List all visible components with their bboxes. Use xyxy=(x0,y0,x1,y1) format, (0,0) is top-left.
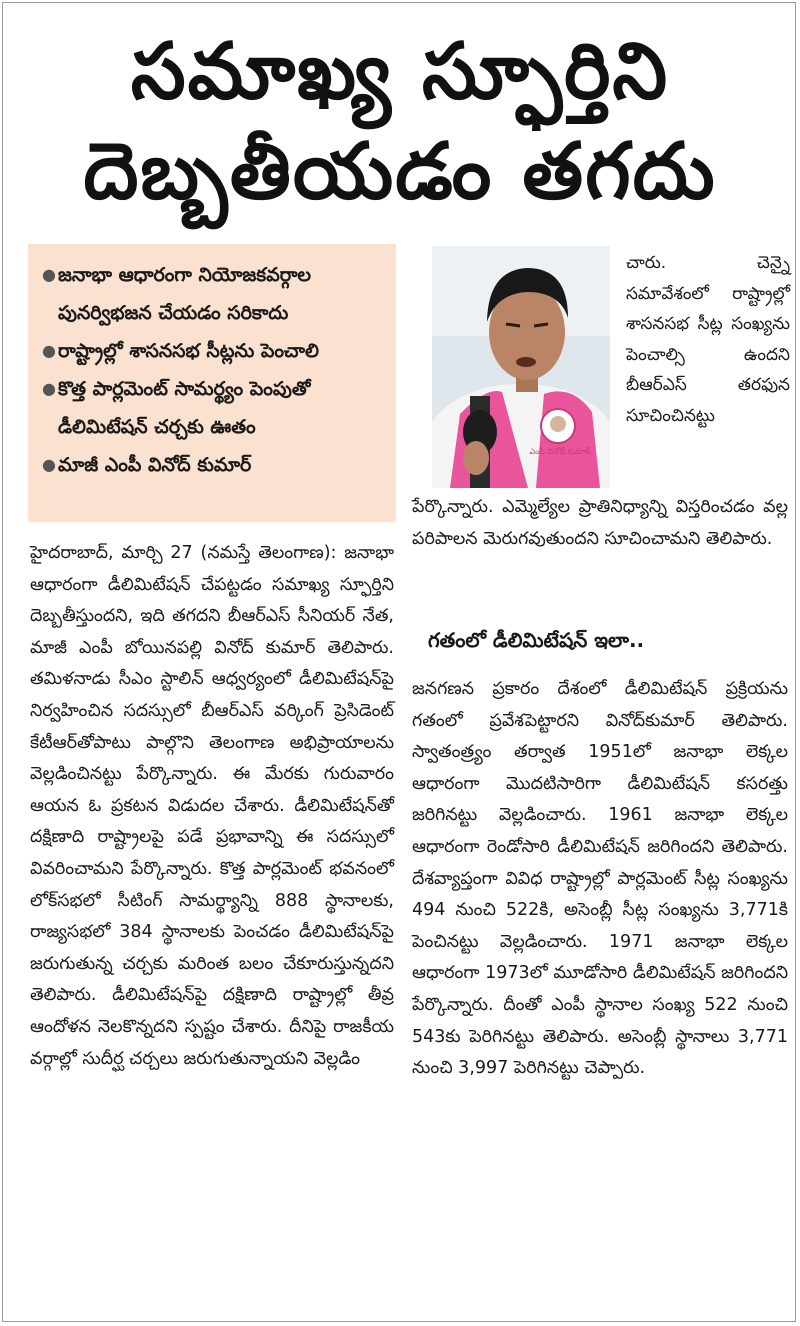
headline-line-1: సమాఖ్య స్ఫూర్తిని xyxy=(130,27,670,117)
bullet-icon: ● xyxy=(42,341,56,360)
article-paragraph: హైదరాబాద్, మార్చి 27 (నమస్తే తెలంగాణ): జనాభా ఆధారంగా డీలిమిటేషన్ చేపట్టడం సమాఖ్య స్ఫూర్తిని దెబ్బతీస్తుందని, ఇది తగదని బీఆర్ఎస్ సీనియర్ నేత, మాజీ ఎంపీ బోయినపల్లి వినోద్ కుమార్ తెలిపారు. తమిళనాడు సీఎం స్టాలిన్ ఆధ్వర్యంలో డీలిమిటేషన్‌పై నిర్వహించిన సదస్సులో బీఆర్ఎస్ వర్కింగ్ ప్రెసిడెంట్ కేటీఆర్‌తోపాటు పాల్గొని తెలంగాణ అభిప్రాయాలను వెల్లడించినట్టు పేర్కొన్నారు. ఈ మేరకు గురువారం ఆయన ఓ ప్రకటన విడుదల చేశారు. డీలిమిటేషన్‌తో దక్షిణాది రాష్ట్రాలపై పడే ప్రభావాన్ని ఈ సదస్సులో వివరించామని పేర్కొన్నారు. కొత్త పార్లమెంట్ భవనంలో లోక్‌సభలో సీటింగ్ సామర్థ్యాన్ని 888 స్థానాలకు, రాజ్యసభలో 384 స్థానాలకు పెంచడం డీలిమిటేషన్‌పై జరుగుతున్న చర్చకు మరింత బలం చేకూరుస్తున్నదని తెలిపారు. డీలిమిటేషన్‌పై దక్షిణాది రాష్ట్రాల్లో తీవ్ర ఆందోళన నెలకొన్నదని స్పష్టం చేశారు. దీనిపై రాజకీయ వర్గాల్లో సుదీర్ఘ చర్చలు జరుగుతున్నాయని వెల్లడిం xyxy=(30,543,394,1069)
highlights-box xyxy=(28,244,396,522)
highlight-text: మాజీ ఎంపీ వినోద్ కుమార్ xyxy=(58,454,252,476)
headline-line-2: దెబ్బతీయడం తగదు xyxy=(83,127,717,217)
highlight-item xyxy=(42,370,388,446)
article-paragraph: జనగణన ప్రకారం దేశంలో డీలిమిటేషన్ ప్రక్రియను గతంలో ప్రవేశపెట్టారని వినోద్‌కుమార్ తెలిపారు. స్వాతంత్ర్యం తర్వాత 1951లో జనాభా లెక్కల ఆధారంగా మొదటిసారిగా డీలిమిటేషన్ కసరత్తు జరిగినట్టు వెల్లడించారు. 1961 జనాభా లెక్కల ఆధారంగా రెండోసారి డీలిమిటేషన్ జరిగిందని తెలిపారు. దేశవ్యాప్తంగా వివిధ రాష్ట్రాల్లో పార్లమెంట్ సీట్ల సంఖ్యను 494 నుంచి 522కి, అసెంబ్లీ సీట్ల సంఖ్యను 3,771కి పెంచినట్టు వెల్లడించారు. 1971 జనాభా లెక్కల ఆధారంగా 1973లో మూడోసారి డీలిమిటేషన్ జరిగిందని పేర్కొన్నారు. దీంతో ఎంపీ స్థానాల సంఖ్య 522 నుంచి 543కు పెరిగినట్టు తెలిపారు. అసెంబ్లీ స్థానాలు 3,771 నుంచి 3,997 పెరిగినట్టు చెప్పారు. xyxy=(412,679,788,1079)
bullet-icon: ● xyxy=(42,379,56,398)
highlight-item xyxy=(42,446,388,484)
article-paragraph: చారు. చెన్నై సమావేశంలో రాష్ట్రాల్లో శాసనసభ సీట్ల సంఖ్యను పెంచాల్సి ఉందని బీఆర్ఎస్ తరఫున సూచించినట్టు xyxy=(626,253,790,426)
highlight-text: కొత్త పార్లమెంట్ సామర్థ్యం పెంపుతో డీలిమిటేషన్ చర్చకు ఊతం xyxy=(58,378,311,438)
highlight-text: రాష్ట్రాల్లో శాసనసభ సీట్లను పెంచాలి xyxy=(58,340,319,362)
highlight-item xyxy=(42,332,388,370)
bullet-icon: ● xyxy=(42,455,56,474)
article-right-column-2 xyxy=(412,674,788,1085)
bullet-icon: ● xyxy=(42,265,56,284)
speaker-portrait xyxy=(432,246,610,488)
highlight-item xyxy=(42,256,388,332)
photo-caption: ఎంపీ వినోద్ కుమార్ xyxy=(529,447,591,456)
highlight-text: జనాభా ఆధారంగా నియోజకవర్గాల పునర్విభజన చేయడం సరికాదు xyxy=(58,264,312,324)
article-right-top xyxy=(626,248,790,431)
speaker-photo xyxy=(432,246,610,488)
article-right-continued xyxy=(412,492,788,555)
article-subheading: గతంలో డీలిమిటేషన్ ఇలా.. xyxy=(428,628,645,652)
article-paragraph: పేర్కొన్నారు. ఎమ్మెల్యేల ప్రాతినిధ్యాన్ని విస్తరించడం వల్ల పరిపాలన మెరుగవుతుందని సూచించామని తెలిపారు. xyxy=(412,497,788,549)
article-left-column xyxy=(30,538,394,1075)
